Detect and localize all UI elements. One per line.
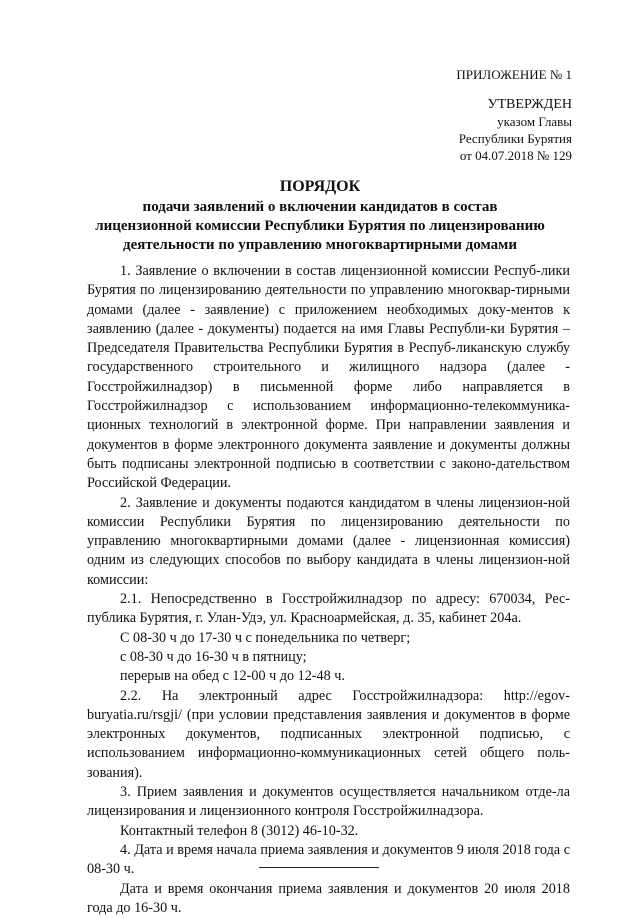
contact-phone: Контактный телефон 8 (3012) 46-10-32. bbox=[87, 822, 570, 841]
closing-rule bbox=[259, 867, 379, 868]
document-body bbox=[87, 262, 570, 918]
schedule-mon-thu: С 08-30 ч до 17-30 ч с понедельника по четверг; bbox=[87, 629, 570, 648]
paragraph-2-2: 2.2. На электронный адрес Госстройжилнадзора: http://egov-buryatia.ru/rsgji/ (при условии представления заявления и документов в форме электронных документов, подписанных электронной подписью, с использованием информационно-коммуникационных сетей общего поль-зования). bbox=[87, 687, 570, 783]
paragraph-3: 3. Прием заявления и документов осуществляется начальником отде-ла лицензирования и лицензионного контроля Госстройжилнадзора. bbox=[87, 783, 570, 822]
schedule-fri: с 08-30 ч до 16-30 ч в пятницу; bbox=[87, 648, 570, 667]
paragraph-2-1: 2.1. Непосредственно в Госстройжилнадзор по адресу: 670034, Рес-публика Бурятия, г. Улан-Удэ, ул. Красноармейская, д. 35, кабинет 204а. bbox=[87, 590, 570, 629]
appendix-label: ПРИЛОЖЕНИЕ № 1 bbox=[456, 66, 572, 83]
republic-label: Республики Бурятия bbox=[456, 130, 572, 147]
title-line-1: подачи заявлений о включении кандидатов в состав bbox=[80, 198, 560, 217]
approval-header bbox=[456, 66, 572, 164]
document-title bbox=[80, 177, 560, 255]
title-line-2: лицензионной комиссии Республики Бурятия по лицензированию bbox=[80, 217, 560, 236]
decree-date-number: от 04.07.2018 № 129 bbox=[456, 147, 572, 164]
paragraph-1: 1. Заявление о включении в состав лицензионной комиссии Респуб-лики Бурятия по лицензированию деятельности по управлению многоквар-тирными домами (далее - заявление) с приложением необходимых доку-ментов к заявлению (далее - документы) подается на имя Главы Республи-ки Бурятия – Председателя Правительства Республики Бурятия в Респуб-ликанскую службу государственного строительного и жилищного надзора (далее - Госстройжилнадзор) в письменной форме либо направляется в Госстройжилнадзор с использованием информационно-телекоммуника-ционных технологий в электронной форме. При направлении заявления и документов в форме электронного документа заявление и документы должны быть подписаны электронной подписью в соответствии с законо-дательством Российской Федерации. bbox=[87, 262, 570, 494]
schedule-lunch: перерыв на обед с 12-00 ч до 12-48 ч. bbox=[87, 667, 570, 686]
decree-label: указом Главы bbox=[456, 113, 572, 130]
approved-label: УТВЕРЖДЕН bbox=[456, 96, 572, 113]
title-line-3: деятельности по управлению многоквартирными домами bbox=[80, 236, 560, 255]
paragraph-4: 4. Дата и время начала приема заявления и документов 9 июля 2018 года с 08-30 ч. bbox=[87, 841, 570, 880]
title-main: ПОРЯДОК bbox=[80, 177, 560, 196]
paragraph-2: 2. Заявление и документы подаются кандидатом в члены лицензион-ной комиссии Республики Бурятия по лицензированию деятельности по управлению многоквартирными домами (далее - лицензионная комиссия) одним из следующих способов по выбору кандидата в члены лицензион-ной комиссии: bbox=[87, 494, 570, 590]
paragraph-4-end: Дата и время окончания приема заявления и документов 20 июля 2018 года до 16-30 ч. bbox=[87, 880, 570, 918]
